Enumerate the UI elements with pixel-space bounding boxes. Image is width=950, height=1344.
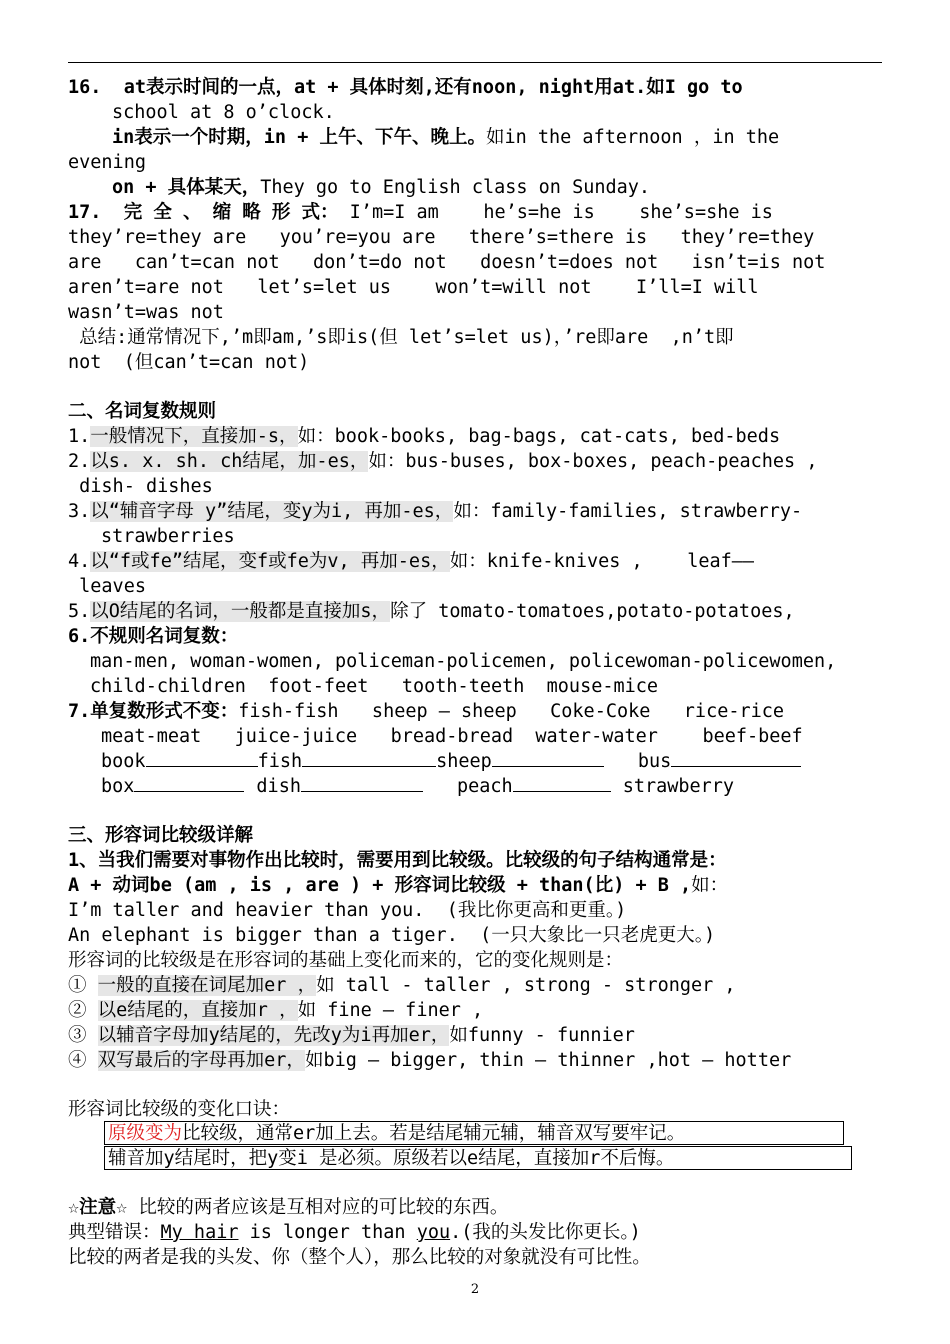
rule-example: 如：bus-buses, box-boxes, peach-peaches , <box>368 451 818 472</box>
rule-example: 如：knife-knives , leaf—— <box>449 551 755 572</box>
plural-rule-4-cont: leaves <box>68 576 146 597</box>
error-translation: .(我的头发比你更长。) <box>450 1222 641 1243</box>
comparative-rules-intro: 形容词的比较级是在形容词的基础上变化而来的，它的变化规则是： <box>68 950 624 971</box>
mnemonic-red-text: 原级变为 <box>108 1123 183 1144</box>
mnemonic-line-2: 辅音加y结尾时，把y变i 是必须。原级若以e结尾，直接加r不后悔。 <box>108 1148 675 1169</box>
summary-line1: 总结:通常情况下,’m即am,’s即is(但 let’s=let us)，’re即are ,n’t即 <box>68 327 734 348</box>
rule-number: 3. <box>68 501 91 522</box>
rule-highlight: 以s. x. sh. ch结尾，加-es， <box>90 451 369 472</box>
rule-example: 如 fine – finer , <box>297 1000 484 1021</box>
rule-highlight: 双写最后的字母再加er， <box>97 1050 305 1071</box>
plural-rule-5 <box>68 599 795 624</box>
comparative-structure <box>68 873 728 898</box>
plural-rule-3-cont: strawberries <box>101 526 235 547</box>
rule-highlight: 以e结尾的，直接加r ， <box>97 1000 298 1021</box>
comparative-intro: 1、当我们需要对事物作出比较时，需要用到比较级。比较级的句子结构通常是： <box>68 850 727 871</box>
exercise-word: box <box>101 776 135 797</box>
rule-highlight: 以“f或fe”结尾，变f或fe为v, 再加-es， <box>90 551 450 572</box>
contractions-4: aren’t=are not let’s=let us won’t=will not I’ll=I will <box>68 277 759 298</box>
on-rule: on + 具体某天， <box>112 177 261 198</box>
comparative-rule-3 <box>68 1023 635 1048</box>
rule-17-title: 17. 完 全 、 缩 略 形 式： <box>68 202 339 223</box>
section-3-title: 三、形容词比较级详解 <box>68 825 254 846</box>
mnemonic-text: 比较级，通常er加上去。若是结尾辅元辅，辅音双写要牢记。 <box>182 1123 686 1144</box>
summary-line2: not (但can’t=can not) <box>68 352 310 373</box>
exercise-word: book <box>101 751 146 772</box>
page-number: 2 <box>470 1282 480 1297</box>
exercise-word: dish <box>256 776 301 797</box>
section-2-title: 二、名词复数规则 <box>68 401 217 422</box>
rule-example: 如：book-books, bag-bags, cat-cats, bed-beds <box>297 426 781 447</box>
plural-rule-2-cont: dish- dishes <box>68 476 213 497</box>
rule-16-line2: school at 8 o’clock. <box>112 102 335 123</box>
exercise-word: sheep <box>436 751 492 772</box>
exercise-word: bus <box>637 751 672 772</box>
irregular-plurals-2: child-children foot-feet tooth-teeth mouse-mice <box>90 676 659 697</box>
rule-16-line4: evening <box>68 152 146 173</box>
rule-example: 如big – bigger, thin – thinner ,hot – hotter <box>304 1050 792 1071</box>
exercise-word: fish <box>257 751 303 772</box>
header-rule <box>68 62 882 63</box>
note-label: ☆注意☆ <box>68 1197 128 1218</box>
answer-blank[interactable] <box>301 775 423 792</box>
note-line <box>68 1195 508 1220</box>
rule-highlight: 一般的直接在词尾加er ， <box>97 975 317 996</box>
error-object-underlined: you <box>416 1222 451 1243</box>
exercise-row-2 <box>101 774 734 799</box>
mnemonic-line-1 <box>108 1121 685 1146</box>
contractions-5: wasn’t=was not <box>68 302 224 323</box>
answer-blank[interactable] <box>134 775 244 792</box>
rule-example: 如funny - funnier <box>449 1025 635 1046</box>
in-example: 如in the afternoon ，in the <box>485 127 780 148</box>
plural-rule-4 <box>68 549 754 574</box>
rule-16-line1 <box>68 75 743 100</box>
comparative-rule-2 <box>68 998 483 1023</box>
contractions-1: I’m=I am he’s=he is she’s=she is <box>338 202 773 223</box>
rule-number: ③ <box>68 1025 87 1046</box>
plural-rule-7 <box>68 699 784 724</box>
rule-16-text: 16. at表示时间的一点，at + 具体时刻,还有noon, night用at.如I go to <box>68 77 743 98</box>
answer-blank[interactable] <box>513 775 611 792</box>
in-rule: in表示一个时期，in + 上午、下午、晚上。 <box>112 127 486 148</box>
structure-example-label: 如： <box>691 875 729 896</box>
structure-formula: A + 动词be (am , is , are ) + 形容词比较级 + than(比) + B , <box>68 875 692 896</box>
answer-blank[interactable] <box>671 750 801 767</box>
rule-7-title: 7.单复数形式不变： <box>68 701 239 722</box>
contractions-2: they’re=they are you’re=you are there’s=there is they’re=they <box>68 227 815 248</box>
rule-number: 1. <box>68 426 91 447</box>
note-text: 比较的两者应该是互相对应的可比较的东西。 <box>127 1197 509 1218</box>
rule-highlight: 以辅音字母加y结尾的，先改y为i再加er， <box>97 1025 450 1046</box>
mnemonic-title: 形容词比较级的变化口诀： <box>68 1099 291 1120</box>
rule-16-line3 <box>112 125 779 150</box>
rule-highlight: 以O结尾的名词，一般都是直接加s， <box>90 601 391 622</box>
exercise-word: strawberry <box>622 776 735 797</box>
rule-number: ② <box>68 1000 87 1021</box>
rule-7-examples-2: meat-meat juice-juice bread-bread water-water beef-beef <box>101 726 803 747</box>
plural-rule-1 <box>68 424 780 449</box>
answer-blank[interactable] <box>302 750 436 767</box>
rule-16-line5 <box>112 175 650 200</box>
exercise-row-1 <box>101 749 801 774</box>
irregular-plurals-1: man-men, woman-women, policeman-policemen, policewoman-policewomen, <box>90 651 837 672</box>
rule-number: ④ <box>68 1050 87 1071</box>
error-text: is longer than <box>238 1222 417 1243</box>
comparative-rule-1 <box>68 973 736 998</box>
rule-number: 4. <box>68 551 91 572</box>
error-explanation: 比较的两者是我的头发、你（整个人），那么比较的对象就没有可比性。 <box>68 1247 651 1268</box>
rule-highlight: 一般情况下，直接加-s， <box>90 426 298 447</box>
answer-blank[interactable] <box>492 750 604 767</box>
rule-17-line1 <box>68 200 773 225</box>
comparative-rule-4 <box>68 1048 791 1073</box>
rule-7-examples: fish-fish sheep – sheep Coke-Coke rice-rice <box>238 701 785 722</box>
plural-rule-3 <box>68 499 802 524</box>
rule-example: 如 tall - taller , strong - stronger , <box>316 975 736 996</box>
rule-number: ① <box>68 975 87 996</box>
rule-number: 2. <box>68 451 91 472</box>
example-sentence-2: An elephant is bigger than a tiger. (一只大象比一只老虎更大。) <box>68 925 716 946</box>
contractions-3: are can’t=can not don’t=do not doesn’t=does not isn’t=is not <box>68 252 826 273</box>
error-label: 典型错误： <box>68 1222 161 1243</box>
example-sentence-1: I’m taller and heavier than you. (我比你更高和更重。) <box>68 900 627 921</box>
answer-blank[interactable] <box>146 750 258 767</box>
rule-example: 如：family-families, strawberry- <box>453 501 803 522</box>
document-page <box>68 0 882 1344</box>
typical-error-line <box>68 1220 641 1245</box>
on-example: They go to English class on Sunday. <box>260 177 651 198</box>
plural-rule-2 <box>68 449 817 474</box>
exercise-word: peach <box>456 776 513 797</box>
rule-number: 5. <box>68 601 91 622</box>
error-subject-underlined: My hair <box>160 1222 239 1243</box>
rule-example: 除了 tomato-tomatoes,potato-potatoes, <box>390 601 795 622</box>
plural-rule-6-title: 6.不规则名词复数： <box>68 626 239 647</box>
rule-highlight: 以“辅音字母 y”结尾，变y为i, 再加-es， <box>90 501 454 522</box>
